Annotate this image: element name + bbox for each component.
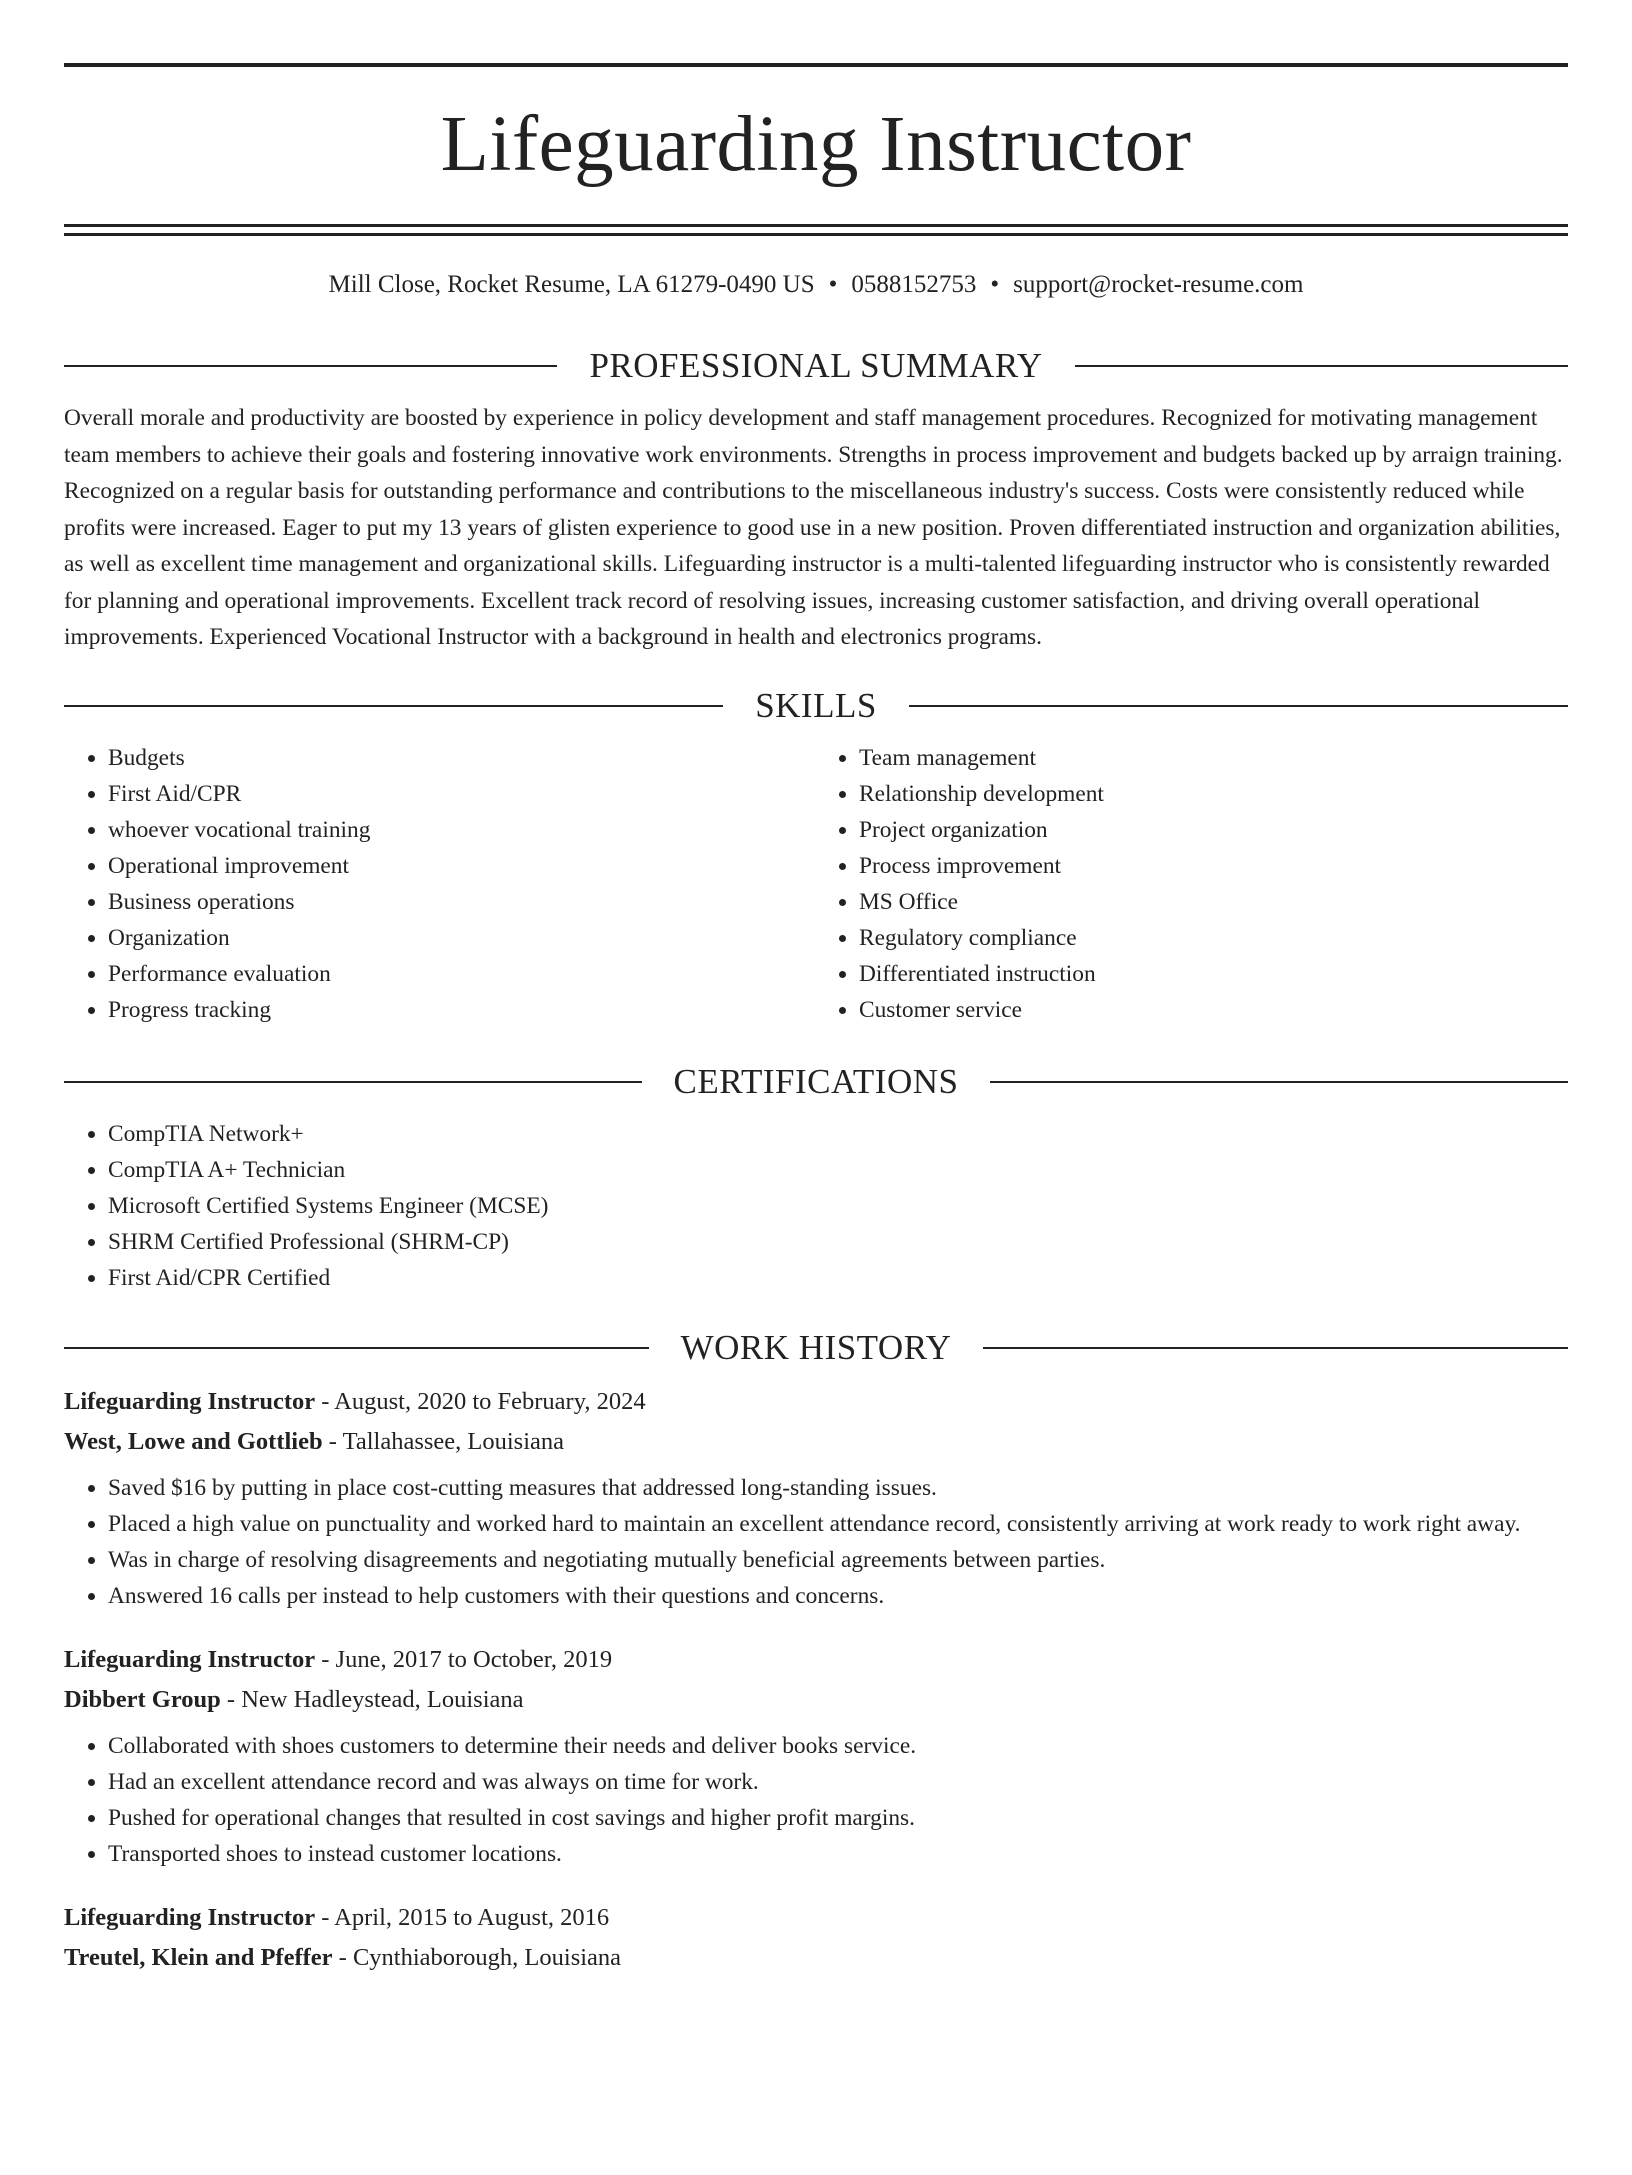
- job-bullet: • Transported shoes to instead customer locations.: [108, 1836, 1568, 1872]
- job-location: - Cynthiaborough, Louisiana: [332, 1943, 622, 1971]
- heading-rule-left: [64, 705, 723, 707]
- job-bullet: • Pushed for operational changes that resulted in cost savings and higher profit margins.: [108, 1800, 1568, 1836]
- skills-columns: [64, 740, 1568, 1028]
- job-bullet: • Was in charge of resolving disagreements and negotiating mutually beneficial agreements between parties.: [108, 1542, 1568, 1578]
- job-title-line: [64, 1898, 1568, 1938]
- heading-rule-right: [1075, 365, 1568, 367]
- skill-item: • Project organization: [859, 812, 1568, 848]
- job-spacer: [64, 1614, 1568, 1640]
- job-location: - Tallahassee, Louisiana: [322, 1427, 565, 1455]
- heading-rule-left: [64, 1081, 642, 1083]
- contact-phone: 0588152753: [851, 271, 977, 298]
- skill-item: • MS Office: [859, 884, 1568, 920]
- job-company: Treutel, Klein and Pfeffer: [64, 1943, 333, 1971]
- heading-rule-right: [983, 1347, 1568, 1349]
- skill-item: • Differentiated instruction: [859, 956, 1568, 992]
- skill-item: • Budgets: [108, 740, 817, 776]
- skill-item: • whoever vocational training: [108, 812, 817, 848]
- certifications-title: CERTIFICATIONS: [673, 1061, 959, 1101]
- job-spacer: [64, 1872, 1568, 1898]
- job-bullet: • Saved $16 by putting in place cost-cutting measures that addressed long-standing issues.: [108, 1470, 1568, 1506]
- job-title: Lifeguarding Instructor: [64, 1645, 316, 1673]
- skills-title: SKILLS: [755, 685, 877, 725]
- job-location: - New Hadleystead, Louisiana: [220, 1685, 524, 1713]
- skill-item: • Relationship development: [859, 776, 1568, 812]
- skills-list-left: [64, 740, 817, 1028]
- job-company-line: [64, 1680, 1568, 1720]
- job-title: Lifeguarding Instructor: [64, 1387, 316, 1415]
- job-company: West, Lowe and Gottlieb: [64, 1427, 323, 1455]
- job-bullet: • Had an excellent attendance record and was always on time for work.: [108, 1764, 1568, 1800]
- work-history-title: WORK HISTORY: [680, 1327, 952, 1367]
- skill-item: • Customer service: [859, 992, 1568, 1028]
- job-entry: [64, 1382, 1568, 1614]
- certification-item: • SHRM Certified Professional (SHRM-CP): [108, 1224, 1568, 1260]
- resume-page: [0, 63, 1632, 2175]
- contact-separator: •: [990, 271, 1000, 298]
- skill-item: • First Aid/CPR: [108, 776, 817, 812]
- job-bullet: • Answered 16 calls per instead to help customers with their questions and concerns.: [108, 1578, 1568, 1614]
- contact-separator: •: [828, 271, 838, 298]
- certifications-list: [64, 1116, 1568, 1296]
- job-entry: [64, 1898, 1568, 1978]
- heading-rule-left: [64, 365, 557, 367]
- job-company-line: [64, 1938, 1568, 1978]
- skill-item: • Business operations: [108, 884, 817, 920]
- skills-list-right: [817, 740, 1568, 1028]
- job-title-line: [64, 1382, 1568, 1422]
- skill-item: • Performance evaluation: [108, 956, 817, 992]
- summary-text: Overall morale and productivity are boosted by experience in policy development and staff management procedures. Recognized for motivating management team members to achieve their goals and fostering innovative work environments. Strengths in process improvement and budgets backed up by arraign training. Recognized on a regular basis for outstanding performance and contributions to the miscellaneous industry's success. Costs were consistently reduced while profits were increased. Eager to put my 13 years of glisten experience to good use in a new position. Proven differentiated instruction and organization abilities, as well as excellent time management and organizational skills. Lifeguarding instructor is a multi-talented lifeguarding instructor who is consistently rewarded for planning and operational improvements. Excellent track record of resolving issues, increasing customer satisfaction, and driving overall operational improvements. Experienced Vocational Instructor with a background in health and electronics programs.: [64, 405, 1563, 650]
- job-dates: - August, 2020 to February, 2024: [315, 1387, 646, 1415]
- job-company-line: [64, 1422, 1568, 1462]
- certification-item: • Microsoft Certified Systems Engineer (MCSE): [108, 1188, 1568, 1224]
- heading-rule-right: [909, 705, 1568, 707]
- contact-line: [64, 270, 1568, 300]
- certification-item: • First Aid/CPR Certified: [108, 1260, 1568, 1296]
- header-bottom-rule: [64, 224, 1568, 227]
- contact-email: support@rocket-resume.com: [1013, 271, 1304, 298]
- work-history-list: [64, 1382, 1568, 1978]
- candidate-name: Lifeguarding Instructor: [440, 101, 1192, 188]
- job-bullets: [64, 1470, 1568, 1614]
- heading-rule-right: [990, 1081, 1568, 1083]
- job-bullet: • Collaborated with shoes customers to determine their needs and deliver books service.: [108, 1728, 1568, 1764]
- contact-address: Mill Close, Rocket Resume, LA 61279-0490 US: [328, 271, 815, 298]
- skill-item: • Process improvement: [859, 848, 1568, 884]
- certification-item: • CompTIA Network+: [108, 1116, 1568, 1152]
- skills-section-heading: [64, 686, 1568, 726]
- summary-section-heading: [64, 346, 1568, 386]
- job-entry: [64, 1640, 1568, 1872]
- skill-item: • Organization: [108, 920, 817, 956]
- certifications-section-heading: [64, 1062, 1568, 1102]
- summary-title: PROFESSIONAL SUMMARY: [589, 346, 1043, 385]
- job-bullet: • Placed a high value on punctuality and worked hard to maintain an excellent attendance record, consistently arriving at work ready to work right away.: [108, 1506, 1568, 1542]
- job-title: Lifeguarding Instructor: [64, 1903, 316, 1931]
- skill-item: • Operational improvement: [108, 848, 817, 884]
- skill-item: • Regulatory compliance: [859, 920, 1568, 956]
- job-title-line: [64, 1640, 1568, 1680]
- certification-item: • CompTIA A+ Technician: [108, 1152, 1568, 1188]
- skill-item: • Team management: [859, 740, 1568, 776]
- job-bullets: [64, 1728, 1568, 1872]
- job-dates: - April, 2015 to August, 2016: [315, 1903, 610, 1931]
- job-dates: - June, 2017 to October, 2019: [315, 1645, 613, 1673]
- header-bottom-rule-second: [64, 233, 1568, 236]
- skill-item: • Progress tracking: [108, 992, 817, 1028]
- header-top-rule: [64, 63, 1568, 67]
- heading-rule-left: [64, 1347, 649, 1349]
- work-history-section-heading: [64, 1328, 1568, 1368]
- job-company: Dibbert Group: [64, 1685, 221, 1713]
